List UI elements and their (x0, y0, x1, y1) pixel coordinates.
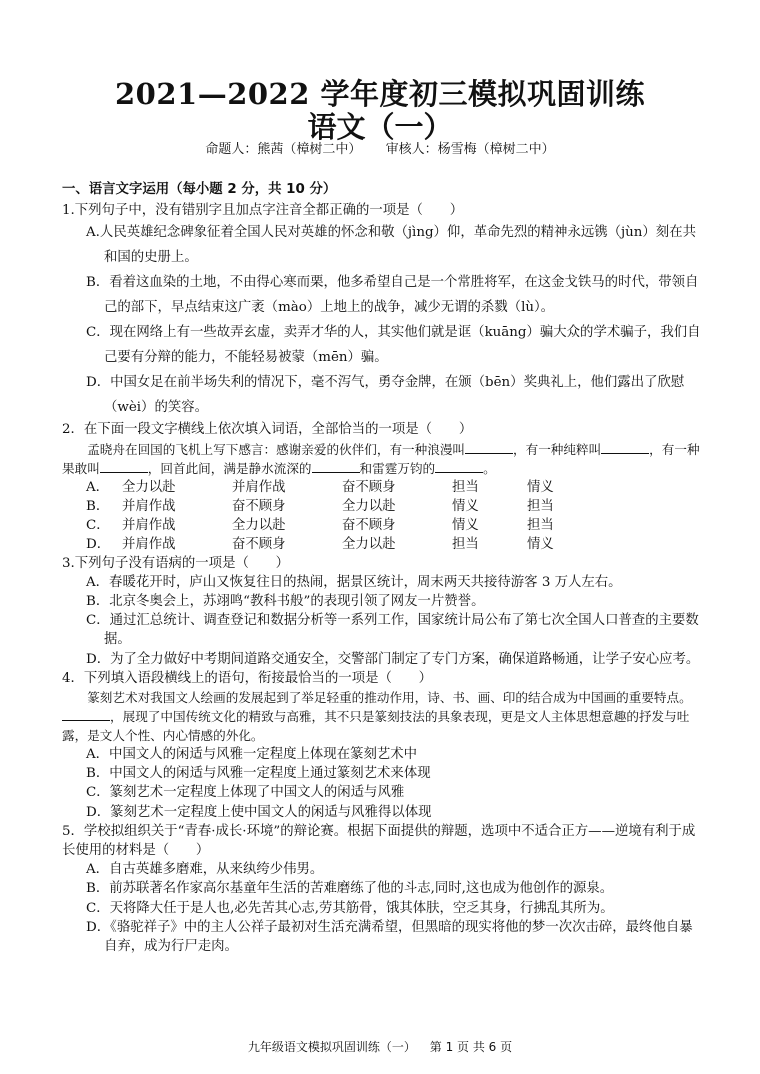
question-5 (62, 822, 702, 956)
option-cell: 并肩作战 (122, 517, 176, 533)
passage-text: 孟晓舟在回国的飞机上写下感言：感谢亲爱的伙伴们，有一种浪漫叫 (87, 441, 465, 457)
question-3 (62, 554, 702, 669)
options-table (86, 478, 702, 554)
option-cell: 全力以赴 (342, 498, 396, 514)
option-cell: 奋不顾身 (232, 536, 286, 552)
option-cell: 担当 (527, 517, 554, 533)
option-d: D．为了全力做好中考期间道路交通安全，交警部门制定了专门方案，确保道路畅通，让学子安心应考。 (86, 651, 700, 667)
question-passage (62, 440, 702, 478)
author-line (0, 138, 760, 157)
question-1 (62, 201, 702, 420)
option-letter: C． (86, 517, 110, 533)
page-number: 第 1 页 共 6 页 (429, 1040, 513, 1054)
question-2 (62, 420, 702, 553)
option-d: D．《骆驼祥子》中的主人公祥子最初对生活充满希望，但黑暗的现实将他的梦一次次击碎，最终他自暴自弃，成为行尸走肉。 (86, 919, 693, 955)
passage-text: 。 (483, 460, 496, 476)
page-title: 2021—2022 学年度初三模拟巩固训练 (114, 77, 646, 111)
question-passage (62, 688, 702, 745)
option-c: C．现在网络上有一些故弄玄虚，卖弄才华的人，其实他们就是诓（kuāng）骗大众的学术骗子，我们自己要有分辩的能力，不能轻易被蒙（mēn）骗。 (86, 325, 701, 366)
option-cell: 情义 (452, 517, 479, 533)
option-d: D．篆刻艺术一定程度上使中国文人的闲适与风雅得以体现 (86, 804, 432, 820)
passage-text: ，回首此间，满是静水流深的 (147, 460, 312, 476)
option-cell: 全力以赴 (232, 517, 286, 533)
passage-text: ，有一种纯粹叫 (513, 441, 602, 457)
passage-text: 篆刻艺术对我国文人绘画的发展起到了举足轻重的推动作用，诗、书、画、印的结合成为中国画的重要特点。 (87, 690, 692, 706)
option-b: B．看着这血染的土地，不由得心寒而栗，他多希望自己是一个常胜将军，在这金戈铁马的时代，带领自己的部下，早点结束这广袤（mào）上地上的战争，减少无谓的杀戮（lù）。 (86, 275, 699, 316)
option-c: C．天将降大任于是人也,必先苦其心志,劳其筋骨，饿其体肤，空乏其身，行拂乱其所为。 (86, 900, 614, 916)
question-stem: 3.下列句子没有语病的一项是（ ） (62, 555, 290, 571)
option-cell: 并肩作战 (232, 479, 286, 495)
option-cell: 担当 (452, 479, 479, 495)
option-b: B．北京冬奥会上，苏翊鸣“教科书般”的表现引领了网友一片赞誉。 (86, 594, 485, 610)
exam-content (62, 180, 702, 956)
page-footer (0, 1038, 760, 1055)
option-cell: 担当 (527, 498, 554, 514)
passage-text: ，有一种果敢叫 (62, 441, 700, 476)
question-stem: 5．学校拟组织关于“青春·成长·环境”的辩论赛。根据下面提供的辩题，选项中不适合正方——逆境有利于成长使用的材料是（ ） (62, 823, 696, 859)
option-letter: D． (86, 536, 111, 552)
question-stem: 4．下列填入语段横线上的语句，衔接最恰当的一项是（ ） (62, 670, 433, 686)
answer-blank (435, 459, 483, 473)
option-cell: 奋不顾身 (342, 517, 396, 533)
option-a: A.人民英雄纪念碑象征着全国人民对英雄的怀念和敬（jìng）仰，革命先烈的精神永远镌（jùn）刻在共和国的史册上。 (86, 225, 696, 266)
option-letter: B． (86, 498, 110, 514)
answer-blank (100, 459, 148, 473)
option-cell: 情义 (527, 536, 554, 552)
answer-blank (601, 440, 649, 454)
passage-text: 和雷霆万钧的 (359, 460, 436, 476)
option-cell: 担当 (452, 536, 479, 552)
question-stem: 1.下列句子中，没有错别字且加点字注音全都正确的一项是（ ） (62, 203, 464, 219)
question-4 (62, 669, 702, 822)
footer-name: 九年级语文模拟巩固训练（一） (247, 1040, 416, 1054)
option-cell: 全力以赴 (342, 536, 396, 552)
answer-blank (62, 707, 110, 721)
option-cell: 并肩作战 (122, 536, 176, 552)
setter-text: 命题人：熊茜（樟树二中） (205, 142, 362, 157)
answer-blank (465, 440, 513, 454)
option-cell: 情义 (527, 479, 554, 495)
answer-blank (312, 459, 360, 473)
option-cell: 奋不顾身 (232, 498, 286, 514)
question-stem: 2．在下面一段文字横线上依次填入词语，全部恰当的一项是（ ） (62, 422, 473, 438)
option-c: C．通过汇总统计、调查登记和数据分析等一系列工作，国家统计局公布了第七次全国人口普查的主要数据。 (86, 613, 699, 648)
reviewer-text: 审核人：杨雪梅（樟树二中） (385, 142, 555, 157)
option-b: B．前苏联著名作家高尔基童年生活的苦难磨练了他的斗志,同时,这也成为他创作的源泉。 (86, 881, 614, 897)
option-b: B．中国文人的闲适与风雅一定程度上通过篆刻艺术来体现 (86, 766, 431, 782)
option-d: D．中国女足在前半场失利的情况下，毫不泻气，勇夺金牌，在颁（bēn）奖典礼上，他们露出了欣慰（wèi）的笑容。 (86, 375, 685, 416)
option-cell: 并肩作战 (122, 498, 176, 514)
option-a: A．春暖花开时，庐山又恢复往日的热闹，据景区统计，周末两天共接待游客 3 万人左右。 (86, 574, 622, 590)
option-cell: 奋不顾身 (342, 479, 396, 495)
option-cell: 情义 (452, 498, 479, 514)
option-a: A．中国文人的闲适与风雅一定程度上体现在篆刻艺术中 (86, 747, 418, 763)
passage-text: ，展现了中国传统文化的精致与高雅，其不只是篆刻技法的具象表现，更是文人主体思想意趣的抒发与吐露，是文人个性、内心情感的外化。 (62, 709, 690, 744)
option-c: C．篆刻艺术一定程度上体现了中国文人的闲适与风雅 (86, 785, 405, 801)
page-subtitle: 语文（一） (307, 110, 453, 144)
section-heading: 一、语言文字运用（每小题 2 分，共 10 分） (62, 182, 337, 197)
option-a: A．自古英雄多磨难，从来纨绔少伟男。 (86, 862, 324, 878)
option-cell: 全力以赴 (122, 479, 176, 495)
option-letter: A． (86, 479, 110, 495)
